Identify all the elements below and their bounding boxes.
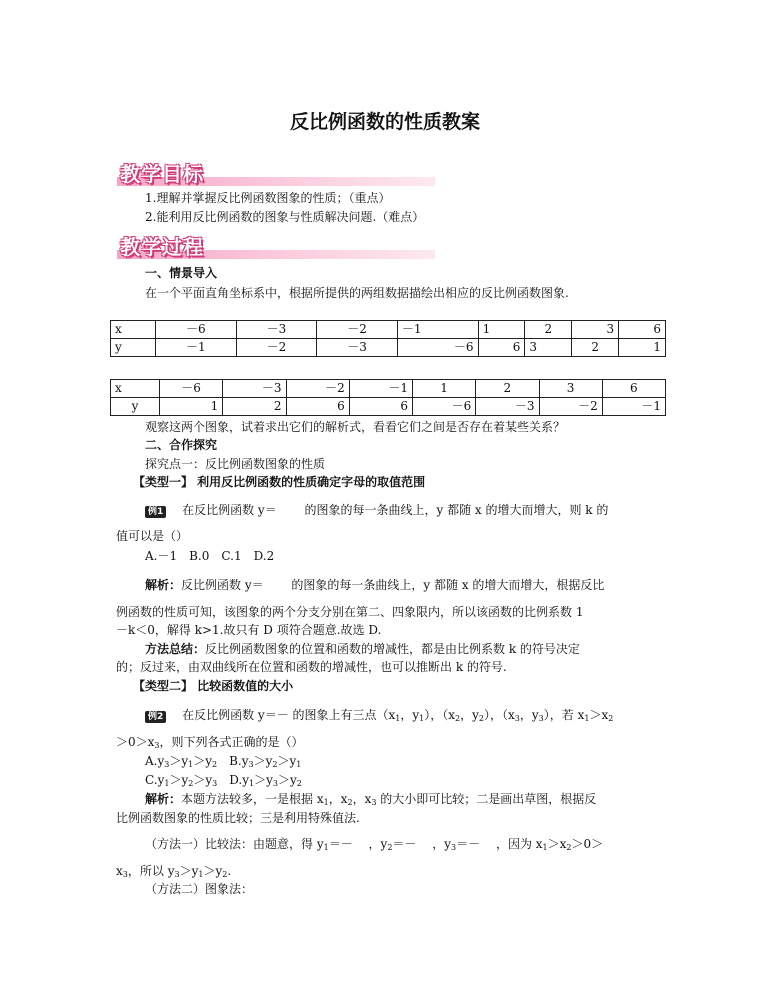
question-text: 在反比例函数 y＝－ 的图象上有三点（$x_1$，$y_1$），（$x_2$，$y_2$），（$x_3$，$y_3$），若 $x_1>x_2$ (182, 708, 614, 723)
paragraph: 的；反过来，由双曲线所在位置和函数的增减性，也可以推断出 k 的符号. (116, 660, 507, 674)
table-cell: －1 (397, 321, 478, 339)
paragraph: 探究点一：反比例函数图象的性质 (145, 457, 326, 471)
table-row (111, 321, 666, 339)
table-cell: －3 (317, 339, 398, 357)
paragraph: $>0>x_3$，则下列各式正确的是（） (116, 735, 304, 750)
table-cell: －1 (602, 398, 665, 416)
method-two: （方法二）图象法： (145, 882, 254, 896)
answer-options: A.－1 B.0 C.1 D.2 (145, 549, 275, 563)
table-cell: 3 (525, 339, 572, 357)
data-table-1 (110, 320, 666, 357)
table-cell: －3 (236, 321, 317, 339)
table-cell: －2 (317, 321, 398, 339)
table-cell: －2 (236, 339, 317, 357)
table-cell: －6 (156, 321, 237, 339)
data-table-2 (110, 379, 666, 416)
table-cell: 1 (160, 398, 223, 416)
table-cell: 1 (478, 321, 525, 339)
analysis: 解析：本题方法较多，一是根据 $x_1$，$x_2$，$x_3$ 的大小即可比较；二是画出草图，根据反 (145, 792, 597, 807)
paragraph: 值可以是（） (116, 529, 189, 543)
analysis-label: 解析： (145, 578, 182, 592)
table-cell: 3 (572, 321, 619, 339)
answer-options: $C.y_1>y_2>y_3$ $D.y_1>y_3>y_2$ (145, 773, 302, 788)
table-cell: －3 (476, 398, 539, 416)
example-2-question (145, 707, 613, 723)
banner-label: 教学过程 (120, 235, 204, 259)
paragraph: 比例函数图象的性质比较；三是利用特殊值法. (116, 811, 360, 825)
paragraph: －k＜0，解得 k>1.故只有 D 项符合题意.故选 D. (116, 623, 382, 637)
goal-item: 1.理解并掌握反比例函数图象的性质；（重点） (145, 191, 391, 205)
table-cell: x (111, 321, 156, 339)
question-text: 在反比例函数 y＝ 的图象的每一条曲线上，y 都随 x 的增大而增大，则 k 的 (182, 503, 609, 517)
table-cell: －6 (413, 398, 476, 416)
goal-item: 2.能利用反比例函数的图象与性质解决问题.（难点） (145, 210, 425, 224)
table-row (111, 398, 666, 416)
table-cell: 1 (619, 339, 666, 357)
example-tag: 例2 (145, 711, 166, 723)
table-cell: －3 (223, 380, 286, 398)
table-cell: 2 (525, 321, 572, 339)
analysis-text: 反比例函数 y＝ 的图象的每一条曲线上，y 都随 x 的增大而增大，根据反比 (181, 578, 605, 592)
paragraph: 在一个平面直角坐标系中，根据所提供的两组数据描绘出相应的反比例函数图象. (145, 286, 569, 300)
method-text: 反比例函数图象的位置和函数的增减性，都是由比例系数 k 的符号决定 (205, 642, 580, 656)
type-heading: 【类型二】 比较函数值的大小 (133, 679, 294, 693)
table-cell: y (111, 398, 160, 416)
table-cell: y (111, 339, 156, 357)
teaching-process-banner (117, 233, 435, 259)
example-tag: 例1 (145, 506, 166, 518)
table-cell: 6 (602, 380, 665, 398)
table-cell: 2 (223, 398, 286, 416)
method-one: （方法一）比较法：由题意，得 $y_1=-$ ，$y_2=-$ ，$y_3=-$ ，因为 $x_1>x_2>0>$ (145, 837, 604, 852)
table-cell: －6 (160, 380, 223, 398)
table-cell: 6 (349, 398, 412, 416)
banner-label: 教学目标 (120, 162, 204, 186)
paragraph: 观察这两个图象，试着求出它们的解析式，看看它们之间是否存在着某些关系？ (145, 420, 566, 434)
table-cell: 6 (619, 321, 666, 339)
table-cell: 2 (476, 380, 539, 398)
table-cell: －1 (156, 339, 237, 357)
paragraph: $x_3$，所以 $y_3>y_1>y_2$. (116, 864, 232, 879)
method-summary (145, 641, 580, 657)
table-cell: 6 (286, 398, 349, 416)
analysis (145, 577, 604, 593)
section-heading: 一、情景导入 (145, 266, 218, 280)
table-cell: 2 (572, 339, 619, 357)
table-cell: x (111, 380, 160, 398)
page-title: 反比例函数的性质教案 (289, 111, 480, 133)
teaching-goals-banner (117, 160, 435, 186)
type-heading: 【类型一】 利用反比例函数的性质确定字母的取值范围 (133, 475, 426, 489)
paragraph: 例函数的性质可知，该图象的两个分支分别在第二、四象限内，所以该函数的比例系数 1 (116, 605, 584, 619)
table-cell: －2 (286, 380, 349, 398)
table-cell: －1 (349, 380, 412, 398)
table-cell: －2 (539, 398, 602, 416)
table-cell: 1 (413, 380, 476, 398)
table-cell: 3 (539, 380, 602, 398)
method-label: 方法总结： (145, 642, 206, 656)
example-1-question (145, 502, 608, 518)
answer-options: $A.y_3>y_1>y_2$ $B.y_3>y_2>y_1$ (145, 754, 302, 769)
table-cell: 6 (478, 339, 525, 357)
table-row (111, 339, 666, 357)
analysis-label: 解析： (145, 792, 182, 806)
section-heading: 二、合作探究 (145, 438, 218, 452)
table-row (111, 380, 666, 398)
table-cell: －6 (397, 339, 478, 357)
